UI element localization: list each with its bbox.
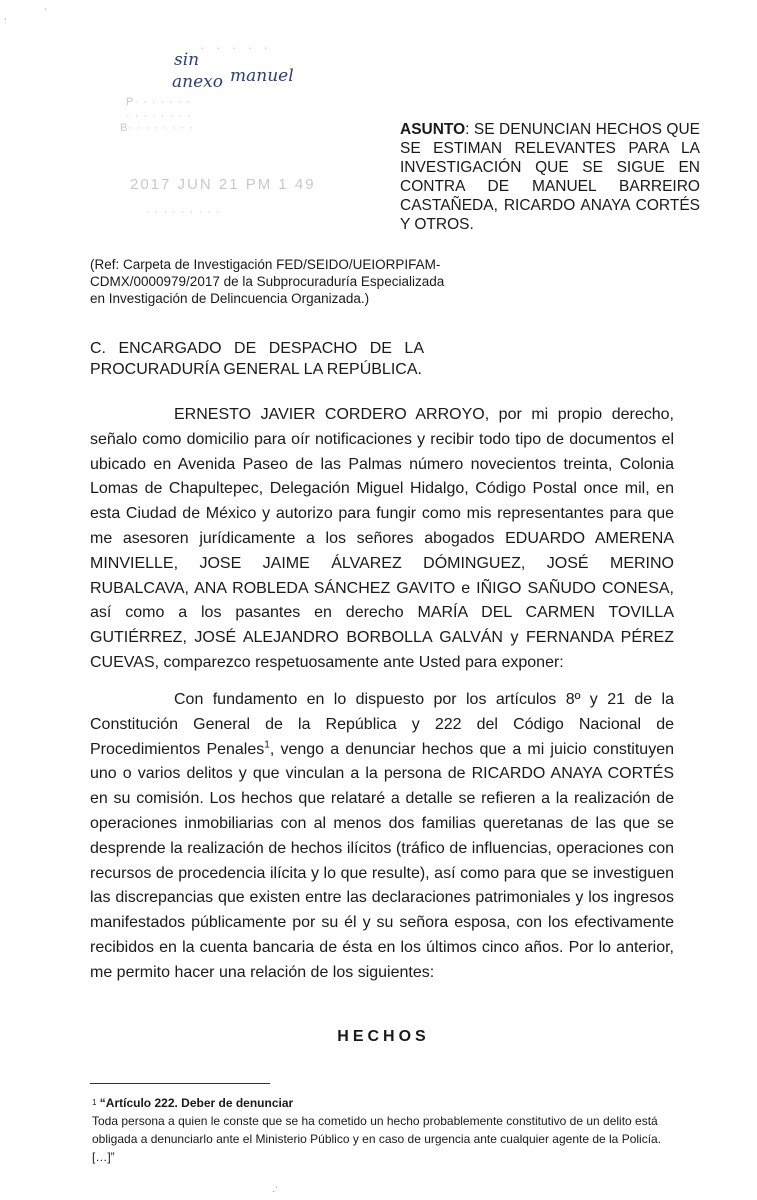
stamp-line: · · · · · · · · · xyxy=(146,206,221,218)
addressee: C. ENCARGADO DE DESPACHO DE LA PROCURADURÍA GENERAL LA REPÚBLICA. xyxy=(90,340,424,378)
paragraph-text: ERNESTO JAVIER CORDERO ARROYO, por mi propio derecho, señalo como domicilio para oír notificaciones y recibir todo tipo de documentos el ubicado en Avenida Paseo de las Palmas número novecientos treinta, Colonia Lomas de Chapultepec, Delegación Miguel Hidalgo, Código Postal once mil, en esta Ciudad de México y autorizo para fungir como mis representantes para que me asesoren jurídicamente a los señores abogados EDUARDO AMERENA MINVIELLE, JOSE JAIME ÁLVAREZ DÓMINGUEZ, JOSÉ MERINO RUBALCAVA, ANA ROBLEDA SÁNCHEZ GAVITO e IÑIGO SAÑUDO CONESA, así como a los pasantes en derecho MARÍA DEL CARMEN TOVILLA GUTIÉRREZ, JOSÉ ALEJANDRO BORBOLLA GALVÁN y FERNANDA PÉREZ CUEVAS, comparezco respetuosamente ante Usted para exponer: xyxy=(90,406,674,671)
scan-mark: ·˙ xyxy=(272,1186,279,1197)
stamp-date: 2017 JUN 21 PM 1 49 xyxy=(130,176,316,193)
subject-text: : SE DENUNCIAN HECHOS QUE SE ESTIMAN RELEVANTES PARA LA INVESTIGACIÓN QUE SE SIGUE EN CONTRA DE MANUEL BARREIRO CASTAÑEDA, RICARDO ANAYA CORTÉS Y OTROS. xyxy=(400,121,700,233)
paragraph-grounds xyxy=(90,688,674,986)
handwritten-note xyxy=(172,50,312,100)
subject-label: ASUNTO xyxy=(400,121,466,138)
scan-mark: ˈ xyxy=(4,18,8,29)
scan-mark: ˈ xyxy=(44,8,48,19)
footnote-ref: 1 xyxy=(264,739,270,751)
stamp-line: P· · · · · · · xyxy=(126,96,192,108)
stamp-line: · · · · · xyxy=(200,40,273,55)
stamp-line: · · · · · · · · xyxy=(126,110,192,122)
footnote-ellipsis: […]” xyxy=(92,1150,115,1164)
reference-note: (Ref: Carpeta de Investigación FED/SEIDO/UEIORPIFAM-CDMX/0000979/2017 de la Subprocuraduría Especializada en Investigación de Delincuencia Organizada.) xyxy=(90,257,445,306)
footnote-divider xyxy=(90,1083,270,1084)
paragraph-text: Con fundamento en lo dispuesto por los artículos 8º y 21 de la Constitución General de la República y 222 del Código Nacional de Procedimientos Penales xyxy=(90,691,674,758)
handwritten-line: sin xyxy=(174,50,200,70)
footnote-title: “Artículo 222. Deber de denunciar xyxy=(99,1096,294,1110)
handwritten-line: manuel xyxy=(230,66,294,86)
stamp-line: B· · · · · · · · xyxy=(120,122,195,134)
footnote-number: 1 xyxy=(92,1098,97,1107)
section-heading: HECHOS xyxy=(337,1028,430,1045)
paragraph-introduction xyxy=(90,403,674,676)
handwritten-line: anexo xyxy=(172,72,223,92)
footnote xyxy=(92,1094,682,1166)
subject-block xyxy=(400,120,700,234)
footnote-body: Toda persona a quien le conste que se ha cometido un hecho probablemente constitutivo de un delito está obligada a denunciarlo ante el Ministerio Público y en caso de urgencia ante cualquier agente de la Policía. xyxy=(92,1114,662,1146)
paragraph-text: , vengo a denunciar hechos que a mi juicio constituyen uno o varios delitos y que vinculan a la persona de RICARDO ANAYA CORTÉS en su comisión. Los hechos que relataré a detalle se refieren a la realización de operaciones inmobiliarias con al menos dos familias queretanas de las que se desprende la realización de hechos ilícitos (tráfico de influencias, operaciones con recursos de procedencia ilícita y lo que resulte), así como para que se investiguen las discrepancias que existen entre las declaraciones patrimoniales y los ingresos manifestados públicamente por su él y su señora esposa, con los efectivamente recibidos en la cuenta bancaria de ésta en los últimos cinco años. Por lo anterior, me permito hacer una relación de los siguientes: xyxy=(90,740,674,981)
